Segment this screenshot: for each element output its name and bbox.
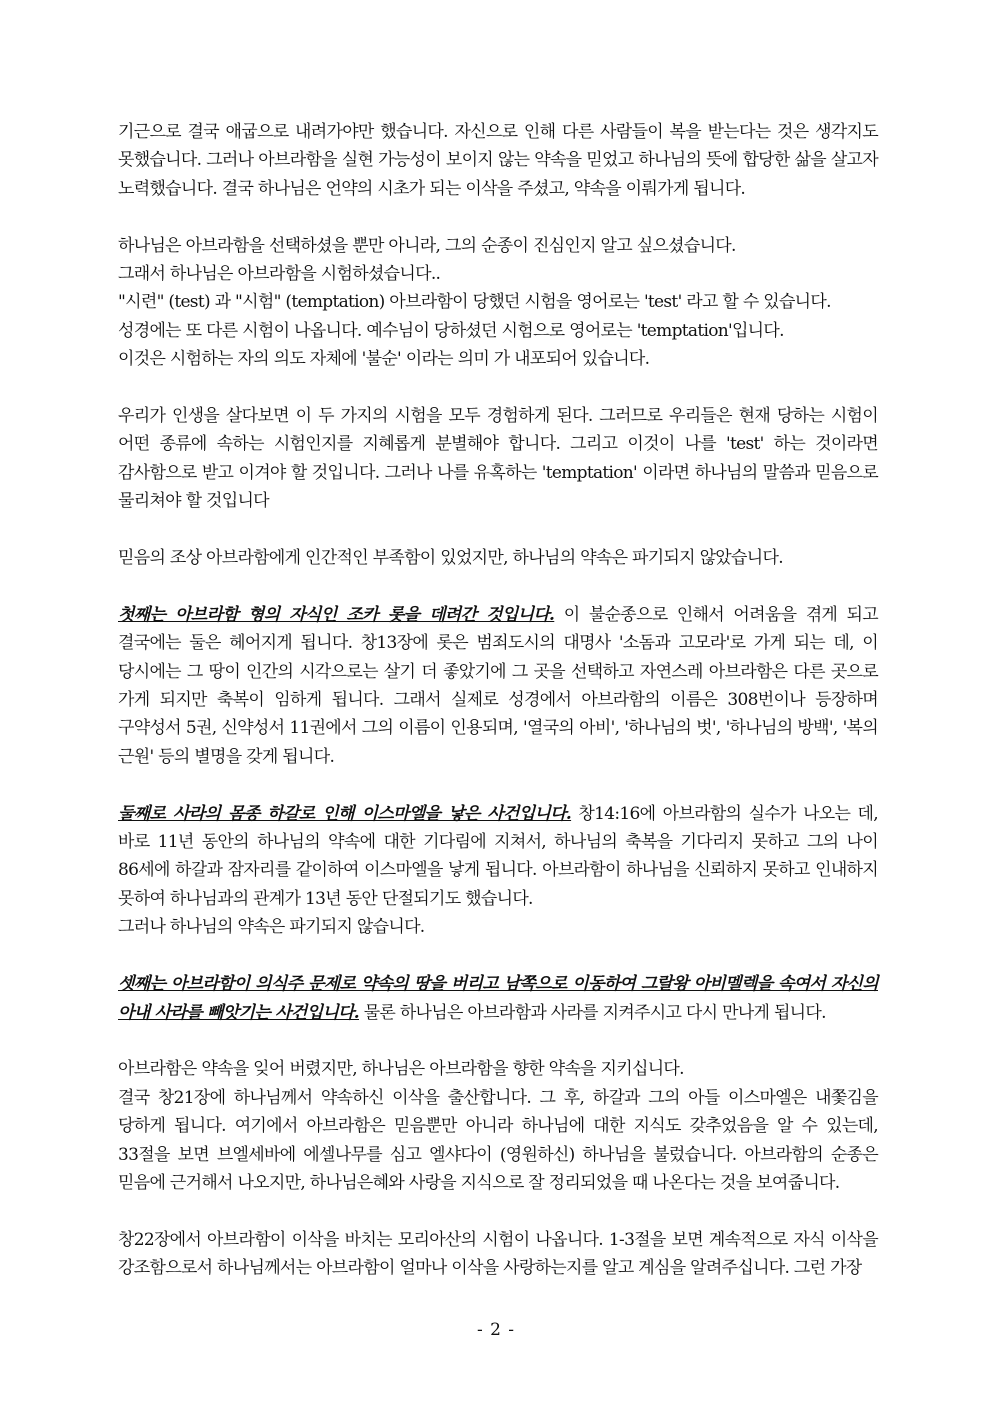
- document-body: [118, 118, 878, 1311]
- text-line: "시련" (test) 과 "시험" (temptation) 아브라함이 당했던 시험을 영어로는 'test' 라고 할 수 있습니다.: [118, 292, 831, 313]
- paragraph-text: 창14:16에 아브라함의 실수가 나오는 데, 바로 11년 동안의 하나님의 약속에 대한 기다림에 지쳐서, 하나님의 축복을 기다리지 못하고 그의 나이 86세에 하갈과 잠자리를 같이하여 이스마엘을 낳게 됩니다. 아브라함이 하나님을 신뢰하지 못하고 인내하지 못하여 하나님과의 관계가 13년 동안 단절되기도 했습니다.: [118, 803, 878, 909]
- emphasis-heading-second: 둘째로 사라의 몸종 하갈로 인해 이스마엘을 낳은 사건입니다.: [118, 803, 572, 824]
- paragraph-moriah: 창22장에서 아브라함이 이삭을 바치는 모리아산의 시험이 나옵니다. 1-3절을 보면 계속적으로 자식 이삭을 강조함으로서 하나님께서는 아브라함이 얼마나 이삭을 사랑하는지를 알고 계심을 알려주십니다. 그런 가장: [118, 1229, 878, 1279]
- paragraph-text: 물론 하나님은 아브라함과 사라를 지켜주시고 다시 만나게 됩니다.: [358, 1002, 826, 1023]
- paragraph-text: 이 불순종으로 인해서 어려움을 겪게 되고 결국에는 둘은 헤어지게 됩니다. 창13장에 롯은 범죄도시의 대명사 '소돔과 고모라'로 가게 되는 데, 이 당시에는 그 땅이 인간의 시각으로는 살기 더 좋았기에 그 곳을 선택하고 자연스레 아브라함은 다른 곳으로 가게 되지만 축복이 임하게 됩니다. 그래서 실제로 성경에서 아브라함의 이름은 308번이나 등장하며 구약성서 5권, 신약성서 11권에서 그의 이름이 인용되며, '열국의 아비', '하나님의 벗', '하나님의 방백', '복의 근원' 등의 별명을 갖게 됩니다.: [118, 604, 878, 767]
- text-line: 하나님은 아브라함을 선택하셨을 뿐만 아니라, 그의 순종이 진심인지 알고 싶으셨습니다.: [118, 235, 736, 256]
- text-line: 그러나 하나님의 약속은 파기되지 않습니다.: [118, 917, 425, 938]
- paragraph-famine: 기근으로 결국 애굽으로 내려가야만 했습니다. 자신으로 인해 다른 사람들이 복을 받는다는 것은 생각지도 못했습니다. 그러나 아브라함을 실현 가능성이 보이지 않는 약속을 믿었고 하나님의 뜻에 합당한 삶을 살고자 노력했습니다. 결국 하나님은 언약의 시초가 되는 이삭을 주셨고, 약속을 이뤄가게 됩니다.: [118, 122, 878, 199]
- paragraph-test-temptation: [118, 232, 878, 374]
- text-line: 아브라함은 약속을 잊어 버렸지만, 하나님은 아브라함을 향한 약속을 지키십니다.: [118, 1059, 684, 1080]
- paragraph-isaac-birth: [118, 1055, 878, 1197]
- paragraph-second-hagar: [118, 800, 878, 942]
- paragraph-promise-not-broken: 믿음의 조상 아브라함에게 인간적인 부족함이 있었지만, 하나님의 약속은 파기되지 않았습니다.: [118, 548, 783, 569]
- text-line: 성경에는 또 다른 시험이 나옵니다. 예수님이 당하셨던 시험으로 영어로는 'temptation'입니다.: [118, 320, 784, 341]
- emphasis-heading-third: 셋째는 아브라함이 의식주 문제로 약속의 땅을 버리고 남쪽으로 이동하여 그랄왕 아비멜렉을 속여서 자신의 아내 사라를 빼앗기는 사건입니다.: [118, 974, 878, 1023]
- emphasis-heading-first: 첫째는 아브라함 형의 자식인 조카 롯을 데려간 것입니다.: [118, 604, 555, 625]
- paragraph-discernment: 우리가 인생을 살다보면 이 두 가지의 시험을 모두 경험하게 된다. 그러므로 우리들은 현재 당하는 시험이 어떤 종류에 속하는 시험인지를 지혜롭게 분별해야 합니다. 그리고 이것이 나를 'test' 하는 것이라면 감사함으로 받고 이겨야 할 것입니다. 그러나 나를 유혹하는 'temptation' 이라면 하나님의 말씀과 믿음으로 물리쳐야 할 것입니다: [118, 406, 878, 512]
- text-line: 이것은 시험하는 자의 의도 자체에 '불순' 이라는 의미 가 내포되어 있습니다.: [118, 349, 650, 370]
- paragraph-third-abimelech: [118, 970, 878, 1027]
- paragraph-text: 결국 창21장에 하나님께서 약속하신 이삭을 출산합니다. 그 후, 하갈과 그의 아들 이스마엘은 내쫓김을 당하게 됩니다. 여기에서 아브라함은 믿음뿐만 아니라 하나님에 대한 지식도 갖추었음을 알 수 있는데, 33절을 보면 브엘세바에 에셀나무를 심고 엘샤다이 (영원하신) 하나님을 불렀습니다. 아브라함의 순종은 믿음에 근거해서 나오지만, 하나님은혜와 사랑을 지식으로 잘 정리되었을 때 나온다는 것을 보여줍니다.: [118, 1087, 878, 1193]
- page-number: - 2 -: [476, 1320, 516, 1340]
- paragraph-first-lot: [118, 601, 878, 771]
- text-line: 그래서 하나님은 아브라함을 시험하셨습니다..: [118, 264, 441, 285]
